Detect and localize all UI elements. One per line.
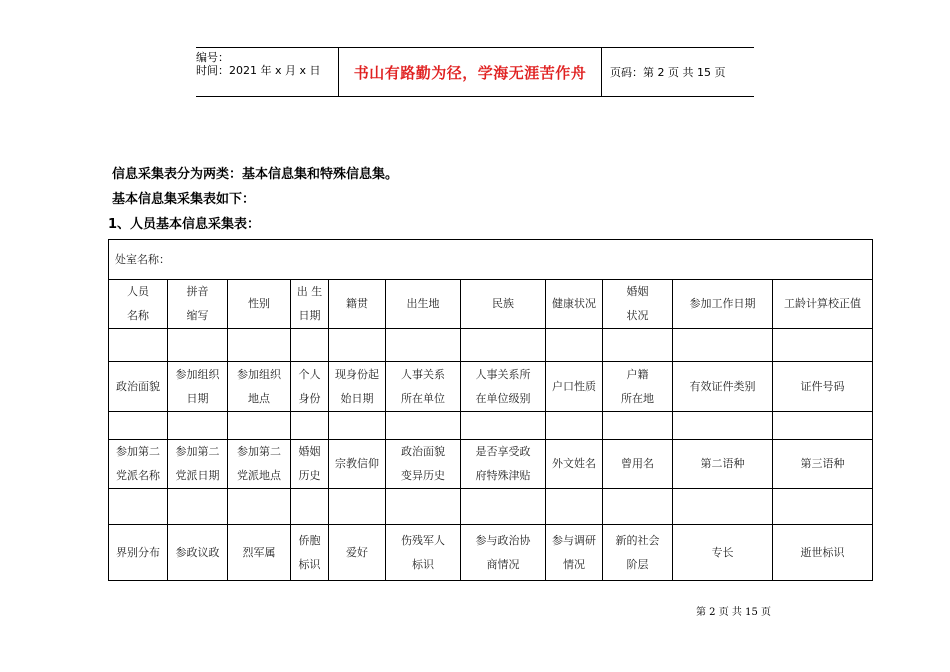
field-label-cell: [673, 362, 773, 412]
cell-text: 标识: [298, 557, 321, 571]
field-label-cell: [386, 440, 461, 489]
blank-input-cell[interactable]: [329, 329, 386, 362]
cell-text: 婚姻: [626, 285, 649, 298]
cell-text: 参加第二: [237, 445, 281, 458]
field-label-cell: [168, 362, 228, 412]
field-label-cell: [329, 362, 386, 412]
blank-input-cell[interactable]: [546, 489, 603, 525]
blank-input-cell[interactable]: [386, 412, 461, 440]
field-label-cell: [673, 525, 773, 581]
cell-text: 在单位级别: [475, 391, 531, 405]
cell-text: 拼音: [186, 285, 209, 298]
blank-input-cell[interactable]: [603, 489, 673, 525]
field-label-cell: [386, 525, 461, 581]
serial-label: 编号：: [196, 51, 229, 64]
cell-text: 曾用名: [621, 457, 654, 470]
page-footer: 第 2 页 共 15 页: [696, 607, 771, 618]
blank-input-cell[interactable]: [168, 329, 228, 362]
cell-text: 始日期: [340, 391, 374, 405]
blank-input-cell[interactable]: [329, 412, 386, 440]
cell-text: 外文姓名: [552, 457, 596, 470]
cell-text: 新的社会: [615, 533, 660, 547]
table-row: [109, 440, 873, 489]
cell-text: 状况: [626, 309, 649, 322]
cell-text: 标识: [412, 557, 434, 571]
field-label-cell: [291, 362, 329, 412]
cell-text: 所在单位: [401, 391, 445, 405]
field-label-cell: [603, 525, 673, 581]
cell-text: 参加组织: [175, 367, 220, 381]
cell-text: 历史: [298, 469, 321, 482]
blank-input-cell[interactable]: [329, 489, 386, 525]
cell-text: 第三语种: [800, 457, 845, 470]
cell-text: 有效证件类别: [689, 379, 756, 393]
blank-input-cell[interactable]: [546, 329, 603, 362]
blank-input-cell[interactable]: [386, 489, 461, 525]
field-label-cell: [109, 280, 168, 329]
cell-text: 爱好: [346, 545, 368, 559]
cell-text: 阶层: [626, 557, 649, 571]
cell-text: 逝世标识: [800, 545, 845, 559]
blank-input-cell[interactable]: [109, 329, 168, 362]
cell-text: 参加组织: [237, 367, 281, 381]
cell-text: 现身份起: [335, 367, 379, 381]
intro-line-1: 信息采集表分为两类：基本信息集和特殊信息集。: [112, 167, 399, 182]
table-row: [109, 362, 873, 412]
field-label-cell: [228, 440, 291, 489]
blank-input-cell[interactable]: [603, 329, 673, 362]
cell-text: 出生地: [406, 297, 440, 310]
office-name-cell: 处室名称：: [109, 240, 873, 280]
field-label-cell: [329, 525, 386, 581]
personnel-info-table: [108, 239, 873, 581]
field-label-cell: [461, 525, 546, 581]
blank-input-cell[interactable]: [228, 489, 291, 525]
cell-text: 政治面貌: [401, 445, 445, 458]
cell-text: 商情况: [486, 557, 520, 571]
blank-input-cell[interactable]: [168, 489, 228, 525]
blank-input-cell[interactable]: [291, 489, 329, 525]
blank-input-cell[interactable]: [673, 412, 773, 440]
field-label-cell: [329, 280, 386, 329]
field-label-cell: [461, 280, 546, 329]
header-page-info: 页码：第 2 页 共 15 页: [610, 66, 726, 79]
cell-text: 参政议政: [175, 545, 220, 559]
field-label-cell: [773, 280, 873, 329]
field-label-cell: [168, 525, 228, 581]
cell-text: 府特殊津贴: [475, 469, 531, 482]
blank-input-cell[interactable]: [168, 412, 228, 440]
blank-input-cell[interactable]: [461, 329, 546, 362]
cell-text: 人员: [127, 285, 149, 298]
field-label-cell: [673, 280, 773, 329]
field-label-cell: [603, 440, 673, 489]
cell-text: 人事关系所: [475, 367, 531, 381]
field-label-cell: [109, 525, 168, 581]
cell-text: 身份: [298, 391, 321, 405]
cell-text: 缩写: [186, 309, 209, 322]
cell-text: 是否享受政: [475, 445, 531, 458]
cell-text: 个人: [298, 367, 321, 381]
field-label-cell: [773, 362, 873, 412]
cell-text: 参加第二: [175, 445, 220, 458]
cell-text: 健康状况: [552, 297, 596, 310]
blank-input-cell[interactable]: [109, 412, 168, 440]
field-label-cell: [546, 440, 603, 489]
blank-input-cell[interactable]: [461, 412, 546, 440]
cell-text: 参与政治协: [475, 533, 531, 547]
cell-text: 参与调研: [552, 533, 596, 547]
cell-text: 地点: [248, 391, 270, 405]
blank-input-cell[interactable]: [773, 489, 873, 525]
cell-text: 政治面貌: [116, 379, 160, 393]
blank-input-cell[interactable]: [773, 412, 873, 440]
field-label-cell: [461, 440, 546, 489]
field-label-cell: [109, 440, 168, 489]
cell-text: 工龄计算校正值: [784, 297, 862, 310]
cell-text: 出 生: [296, 285, 323, 298]
blank-input-cell[interactable]: [228, 412, 291, 440]
field-label-cell: [228, 362, 291, 412]
cell-text: 党派日期: [175, 469, 220, 482]
blank-input-cell[interactable]: [291, 412, 329, 440]
cell-text: 日期: [186, 391, 209, 405]
table-row: [109, 329, 873, 362]
field-label-cell: [461, 362, 546, 412]
blank-input-cell[interactable]: [603, 412, 673, 440]
header-motto: 书山有路勤为径，学海无涯苦作舟: [338, 48, 602, 96]
cell-text: 证件号码: [800, 379, 845, 393]
field-label-cell: [291, 280, 329, 329]
cell-text: 情况: [563, 557, 585, 571]
cell-text: 参加第二: [116, 445, 160, 458]
header-meta: [196, 48, 338, 96]
cell-text: 烈军属: [242, 545, 276, 559]
cell-text: 界别分布: [116, 545, 160, 559]
field-label-cell: [228, 525, 291, 581]
field-label-cell: [773, 440, 873, 489]
field-label-cell: [291, 440, 329, 489]
cell-text: 户口性质: [552, 379, 596, 393]
field-label-cell: [168, 280, 228, 329]
cell-text: 宗教信仰: [335, 457, 379, 470]
cell-text: 户籍: [626, 367, 649, 381]
cell-text: 所在地: [621, 391, 654, 405]
field-label-cell: [546, 525, 603, 581]
cell-text: 婚姻: [298, 445, 321, 458]
intro-line-3: 1、人员基本信息采集表：: [108, 217, 261, 232]
cell-text: 民族: [492, 297, 514, 310]
field-label-cell: [386, 362, 461, 412]
blank-input-cell[interactable]: [461, 489, 546, 525]
cell-text: 伤残军人: [401, 533, 445, 547]
blank-input-cell[interactable]: [673, 489, 773, 525]
cell-text: 第二语种: [700, 457, 745, 470]
blank-input-cell[interactable]: [386, 329, 461, 362]
table-row: [109, 489, 873, 525]
blank-input-cell[interactable]: [673, 329, 773, 362]
page-header: [196, 47, 754, 97]
field-label-cell: [109, 362, 168, 412]
blank-input-cell[interactable]: [228, 329, 291, 362]
field-label-cell: [546, 362, 603, 412]
field-label-cell: [673, 440, 773, 489]
cell-text: 党派名称: [116, 469, 160, 482]
table-row: [109, 525, 873, 581]
field-label-cell: [291, 525, 329, 581]
cell-text: 党派地点: [237, 469, 281, 482]
field-label-cell: [546, 280, 603, 329]
blank-input-cell[interactable]: [291, 329, 329, 362]
field-label-cell: [329, 440, 386, 489]
cell-text: 变异历史: [401, 469, 445, 482]
field-label-cell: [168, 440, 228, 489]
blank-input-cell[interactable]: [109, 489, 168, 525]
field-label-cell: [228, 280, 291, 329]
table-row: [109, 412, 873, 440]
cell-text: 参加工作日期: [689, 297, 756, 310]
cell-text: 籍贯: [346, 297, 368, 310]
cell-text: 人事关系: [401, 367, 445, 381]
time-label: 时间：2021 年 x 月 x 日: [196, 64, 321, 77]
cell-text: 性别: [248, 297, 270, 310]
cell-text: 日期: [298, 309, 321, 322]
cell-text: 名称: [127, 309, 149, 322]
table-row: [109, 280, 873, 329]
blank-input-cell[interactable]: [773, 329, 873, 362]
field-label-cell: [773, 525, 873, 581]
cell-text: 专长: [711, 545, 734, 559]
field-label-cell: [603, 362, 673, 412]
blank-input-cell[interactable]: [546, 412, 603, 440]
field-label-cell: [386, 280, 461, 329]
intro-line-2: 基本信息集采集表如下：: [112, 192, 256, 207]
field-label-cell: [603, 280, 673, 329]
cell-text: 侨胞: [298, 533, 321, 547]
